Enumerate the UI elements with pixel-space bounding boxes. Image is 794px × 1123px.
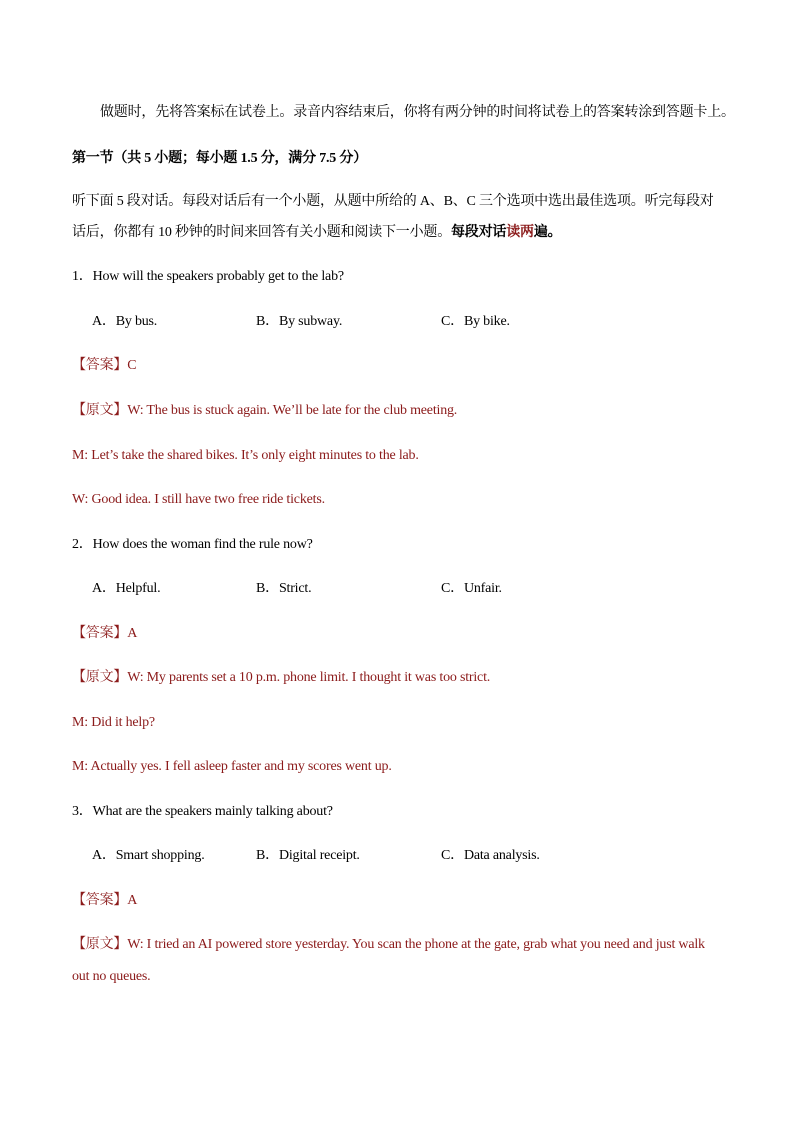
question-1-option-b[interactable]: B．By subway.	[256, 314, 343, 329]
script-label: 【原文】	[72, 937, 128, 952]
script-label: 【原文】	[72, 670, 128, 685]
instructions-line-1: 听下面 5 段对话。每段对话后有一个小题，从题中所给的 A、B、C 三个选项中选出最佳选项。听完每段对	[72, 194, 714, 209]
answer-label: 【答案】	[72, 626, 128, 641]
question-3-answer	[72, 892, 137, 910]
question-3-option-c[interactable]: C．Data analysis.	[441, 848, 540, 863]
script-text: W: The bus is stuck again. We’ll be late for the club meeting.	[127, 403, 458, 418]
question-3-option-a[interactable]: A．Smart shopping.	[92, 848, 205, 863]
intro-text: 做题时，先将答案标在试卷上。录音内容结束后，你将有两分钟的时间将试卷上的答案转涂到答题卡上。	[100, 105, 735, 120]
question-2-script-3: M: Actually yes. I fell asleep faster and my scores went up.	[72, 759, 392, 774]
script-text: W: I tried an AI powered store yesterday. You scan the phone at the gate, grab what you need and just walk out no queues.	[72, 937, 705, 984]
question-2-script-2: M: Did it help?	[72, 715, 155, 730]
answer-value: A	[127, 626, 138, 641]
instructions-emphasis-b: 读两	[506, 225, 534, 240]
instructions-text: 话后，你都有 10 秒钟的时间来回答有关小题和阅读下一小题。	[72, 225, 451, 240]
question-1-answer	[72, 357, 136, 375]
script-label: 【原文】	[72, 403, 128, 418]
question-3-option-b[interactable]: B．Digital receipt.	[256, 848, 360, 863]
question-1-script-2: M: Let’s take the shared bikes. It’s only eight minutes to the lab.	[72, 448, 419, 463]
question-3-stem: 3．What are the speakers mainly talking about?	[72, 804, 333, 819]
question-1-option-a[interactable]: A．By bus.	[92, 314, 158, 329]
question-2-answer	[72, 625, 137, 643]
instructions-emphasis-c: 遍。	[533, 225, 562, 240]
question-2-option-a[interactable]: A．Helpful.	[92, 581, 161, 596]
answer-value: A	[127, 893, 138, 908]
answer-label: 【答案】	[72, 893, 128, 908]
question-3-script-1	[72, 929, 712, 993]
question-1-option-c[interactable]: C．By bike.	[441, 314, 510, 329]
instructions-line-2	[72, 224, 561, 242]
question-2-script-1	[72, 669, 490, 687]
question-2-stem: 2．How does the woman find the rule now?	[72, 537, 313, 552]
instructions-emphasis-a: 每段对话	[451, 225, 507, 240]
section-heading: 第一节（共 5 小题；每小题 1.5 分，满分 7.5 分）	[72, 151, 367, 166]
answer-value: C	[127, 358, 137, 373]
answer-label: 【答案】	[72, 358, 128, 373]
question-1-script-3: W: Good idea. I still have two free ride tickets.	[72, 492, 325, 507]
question-1-script-1	[72, 402, 457, 420]
script-text: W: My parents set a 10 p.m. phone limit. I thought it was too strict.	[127, 670, 491, 685]
question-2-option-c[interactable]: C．Unfair.	[441, 581, 502, 596]
question-2-option-b[interactable]: B．Strict.	[256, 581, 312, 596]
question-1-stem: 1．How will the speakers probably get to the lab?	[72, 269, 344, 284]
